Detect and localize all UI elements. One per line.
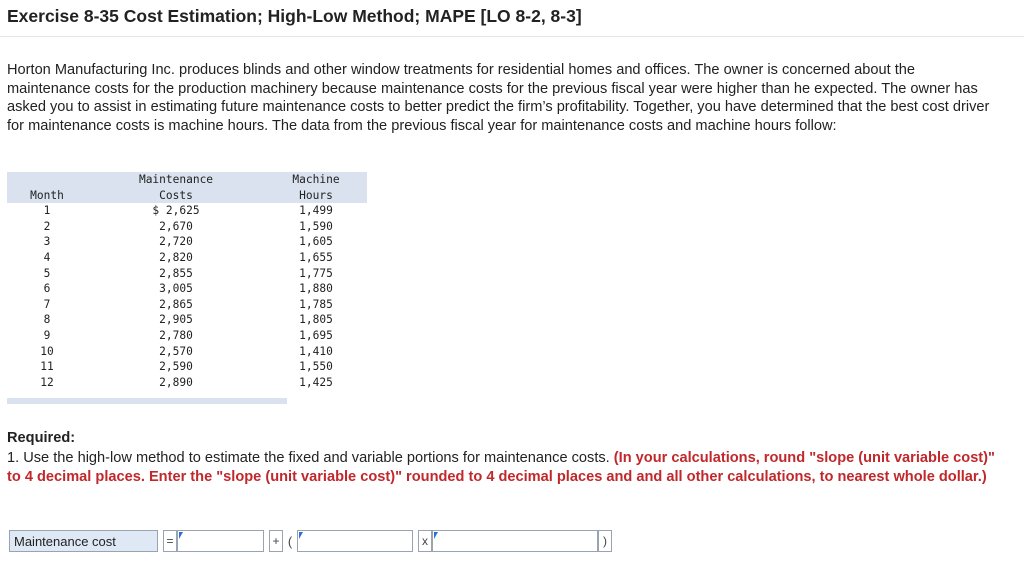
hours-cell: 1,605 [299,235,333,249]
header-machine-line1: Machine [292,173,340,186]
header-month: Month [30,188,64,202]
table-row [7,375,367,391]
table-row [7,359,367,375]
month-cell: 10 [40,344,54,358]
month-cell: 6 [43,282,51,296]
month-cell: 8 [43,313,51,327]
month-cell: 2 [43,219,51,233]
cost-cell: 2,820 [159,250,193,264]
required-text [7,449,1007,488]
table-row [7,344,367,360]
times-sign: x [418,530,432,552]
equals-sign: = [163,530,177,552]
hours-cell: 1,805 [299,313,333,327]
plus-sign: + [269,530,283,552]
month-cell: 9 [43,328,51,342]
cost-cell: 2,590 [159,360,193,374]
variable-cost-input[interactable] [298,531,412,551]
table-row [7,328,367,344]
cost-cell: 2,890 [159,375,193,389]
required-heading: Required: [7,430,76,446]
formula-label: Maintenance cost [9,530,158,552]
machine-hours-input[interactable] [433,531,597,551]
machine-hours-input-cell[interactable] [432,530,598,552]
hours-cell: 1,425 [299,375,333,389]
hours-cell: 1,590 [299,219,333,233]
required-instruction: (In your calculations, round "slope (unit variable cost)" to 4 decimal places. Enter the "slope (unit variable cost)" rounded to 4 decimal places and and all other calculations, to nearest whole dollar.) [7,450,995,486]
hours-cell: 1,880 [299,282,333,296]
table-row [7,297,367,313]
cost-cell: 2,865 [159,297,193,311]
month-cell: 12 [40,375,54,389]
table-header-row-1 [7,172,367,188]
header-machine-line2: Hours [299,188,333,202]
hours-cell: 1,550 [299,360,333,374]
hours-cell: 1,499 [299,204,333,218]
month-cell: 4 [43,250,51,264]
header-maintenance-line1: Maintenance [138,173,214,186]
month-cell: 5 [43,266,51,280]
table-row [7,234,367,250]
table-row [7,203,367,219]
title-divider [0,36,1024,37]
table-row [7,266,367,282]
page-title: Exercise 8-35 Cost Estimation; High-Low Method; MAPE [LO 8-2, 8-3] [7,6,582,26]
open-paren: ( [283,530,297,552]
cost-cell: 2,905 [159,313,193,327]
month-cell: 3 [43,235,51,249]
cost-cell: 2,855 [159,266,193,280]
hours-cell: 1,655 [299,250,333,264]
cost-cell: 3,005 [159,282,193,296]
month-cell: 7 [43,297,51,311]
header-maintenance-line2: Costs [159,188,193,202]
hours-cell: 1,410 [299,344,333,358]
table-row [7,312,367,328]
table-header-row-2 [7,188,367,204]
table-row [7,250,367,266]
hours-cell: 1,695 [299,328,333,342]
required-question: 1. Use the high-low method to estimate the fixed and variable portions for maintenance costs. [7,450,614,466]
hours-cell: 1,785 [299,297,333,311]
close-paren: ) [598,530,612,552]
table-footer-bar [7,398,287,404]
cost-cell: 2,720 [159,235,193,249]
cost-cell: 2,780 [159,328,193,342]
table-row [7,219,367,235]
month-cell: 1 [43,204,51,218]
cost-formula-row [9,530,612,552]
hours-cell: 1,775 [299,266,333,280]
table-row [7,281,367,297]
problem-intro: Horton Manufacturing Inc. produces blinds and other window treatments for residential homes and offices. The owner is concerned about the maintenance costs for the production machinery because maintenance costs for the previous fiscal year were higher than he expected. The owner has asked you to assist in estimating future maintenance costs to better predict the firm’s profitability. Together, you have determined that the best cost driver for maintenance costs is machine hours. The data from the previous fiscal year for maintenance costs and machine hours follow: [7,62,990,134]
cost-data-table [7,172,367,390]
cost-cell: 2,570 [159,344,193,358]
table-body [7,203,367,390]
cost-cell: 2,670 [159,219,193,233]
variable-cost-input-cell[interactable] [297,530,413,552]
cost-cell: $ 2,625 [152,204,200,218]
fixed-cost-input[interactable] [178,531,263,551]
fixed-cost-input-cell[interactable] [177,530,264,552]
month-cell: 11 [40,360,54,374]
